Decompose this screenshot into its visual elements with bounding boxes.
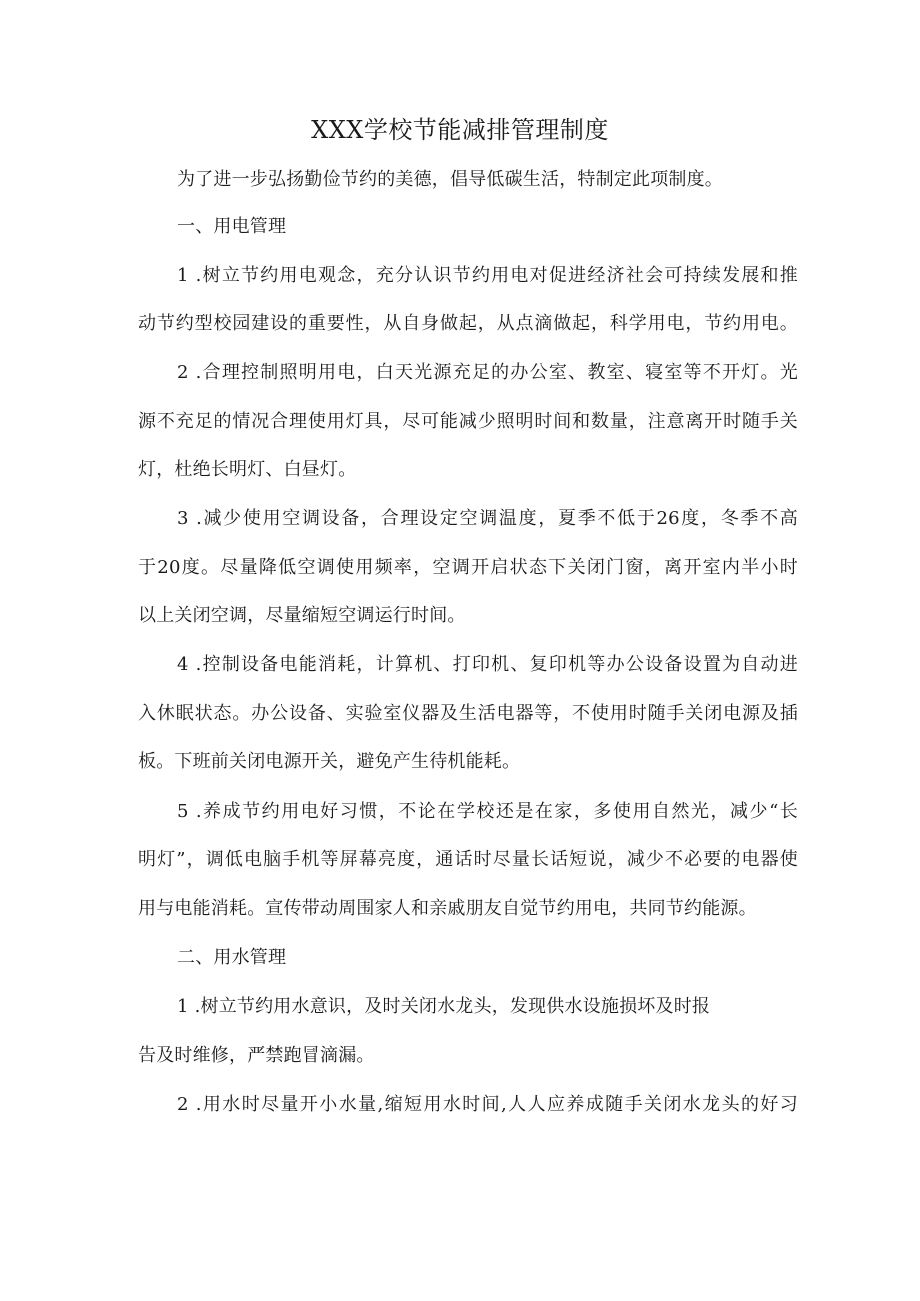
paragraph-line: 3 .减少使用空调设备，合理设定空调温度，夏季不低于26度，冬季不高	[177, 508, 798, 529]
document-title: XXX学校节能减排管理制度	[311, 116, 609, 144]
paragraph-line: 以上关闭空调，尽量缩短空调运行时间。	[138, 605, 466, 626]
paragraph-line: 动节约型校园建设的重要性，从自身做起，从点滴做起，科学用电，节约用电。	[138, 313, 798, 334]
paragraph-line: 源不充足的情况合理使用灯具，尽可能减少照明时间和数量，注意离开时随手关	[138, 411, 798, 432]
section-heading-water: 二、用水管理	[177, 947, 287, 968]
section-heading-electricity: 一、用电管理	[177, 216, 287, 237]
paragraph-line: 2 .用水时尽量开小水量,缩短用水时间,人人应养成随手关闭水龙头的好习	[177, 1094, 798, 1115]
paragraph-line: 1 .树立节约用水意识，及时关闭水龙头，发现供水设施损坏及时报	[177, 996, 711, 1017]
paragraph-line: 告及时维修，严禁跑冒滴漏。	[138, 1045, 375, 1066]
paragraph-line: 用与电能消耗。宣传带动周围家人和亲戚朋友自觉节约用电，共同节约能源。	[138, 898, 757, 919]
paragraph-line: 入休眠状态。办公设备、实验室仪器及生活电器等，不使用时随手关闭电源及插	[138, 703, 798, 724]
paragraph-line: 2 .合理控制照明用电，白天光源充足的办公室、教室、寝室等不开灯。光	[177, 362, 798, 383]
paragraph-line: 1 .树立节约用电观念，充分认识节约用电对促进经济社会可持续发展和推	[177, 265, 798, 286]
paragraph-line: 灯，杜绝长明灯、白昼灯。	[138, 459, 357, 480]
paragraph-line: 于20度。尽量降低空调使用频率，空调开启状态下关闭门窗，离开室内半小时	[138, 557, 798, 578]
paragraph-line: 明灯”，调低电脑手机等屏幕亮度，通话时尽量长话短说，减少不必要的电器使	[138, 849, 798, 870]
paragraph-line: 板。下班前关闭电源开关，避免产生待机能耗。	[138, 751, 521, 772]
paragraph-line: 5 .养成节约用电好习惯，不论在学校还是在家，多使用自然光，减少“长	[177, 801, 798, 822]
intro-paragraph: 为了进一步弘扬勤俭节约的美德，倡导低碳生活，特制定此项制度。	[177, 169, 723, 190]
paragraph-line: 4 .控制设备电能消耗，计算机、打印机、复印机等办公设备设置为自动进	[177, 654, 798, 675]
